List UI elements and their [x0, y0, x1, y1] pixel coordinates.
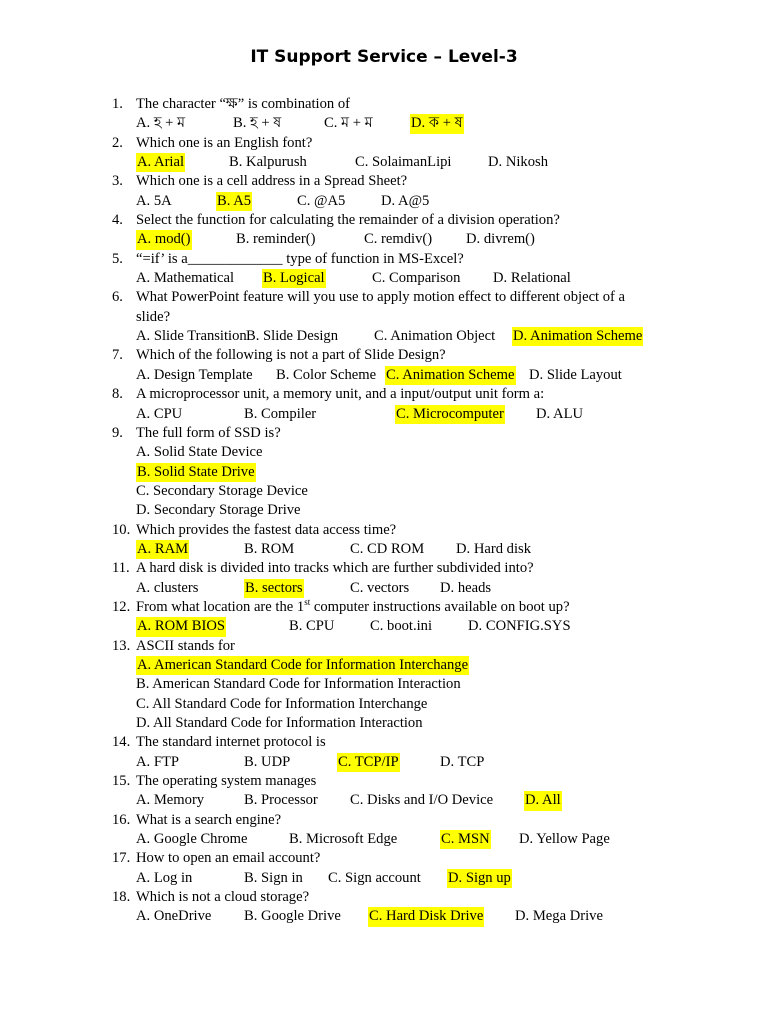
- question-line: [112, 288, 672, 307]
- answer-option: D. Hard disk: [456, 540, 531, 557]
- question-number: 11.: [112, 560, 130, 577]
- answer-option: C. Animation Object: [374, 328, 496, 345]
- question-line: [112, 95, 672, 114]
- question-text: What is a search engine?: [136, 811, 282, 828]
- answer-option-correct: A. Arial: [136, 153, 185, 172]
- question-number: 18.: [112, 889, 131, 906]
- question-text: A hard disk is divided into tracks which are further subdivided into?: [136, 560, 534, 577]
- options-row: [112, 617, 672, 636]
- answer-option: B. Processor: [244, 792, 318, 809]
- question-number: 9.: [112, 424, 123, 441]
- question-item: [112, 288, 672, 346]
- answer-option: D. divrem(): [466, 231, 535, 248]
- question-list: [112, 95, 672, 927]
- question-number: 8.: [112, 386, 123, 403]
- answer-option: D. ALU: [536, 405, 584, 422]
- question-text: Select the function for calculating the remainder of a division operation?: [136, 212, 560, 229]
- answer-option: C. Sign account: [328, 869, 421, 886]
- options-row: [112, 463, 672, 482]
- answer-option-correct: C. Microcomputer: [395, 405, 505, 424]
- question-line: [112, 888, 672, 907]
- answer-option: D. Yellow Page: [519, 831, 610, 848]
- question-text: Which one is an English font?: [136, 134, 313, 151]
- options-row: [112, 656, 672, 675]
- answer-option: C. Disks and I/O Device: [350, 792, 494, 809]
- question-number: 13.: [112, 637, 131, 654]
- answer-option: A. Memory: [136, 792, 205, 809]
- answer-option: B. হ + ষ: [233, 115, 282, 132]
- answer-option: B. CPU: [289, 618, 335, 635]
- question-item: [112, 521, 672, 560]
- answer-option: C. vectors: [350, 579, 410, 596]
- answer-option: C. CD ROM: [350, 540, 425, 557]
- options-row: [112, 192, 672, 211]
- question-text: [136, 598, 570, 617]
- question-text-part: computer instructions available on boot up?: [310, 598, 570, 615]
- answer-option: A. হ + ম: [136, 115, 186, 132]
- answer-option: B. Compiler: [244, 405, 317, 422]
- question-line-continued: [112, 308, 672, 327]
- answer-option: D. Relational: [493, 270, 571, 287]
- answer-option: C. remdiv(): [364, 231, 433, 248]
- question-line: [112, 424, 672, 443]
- question-number: 10.: [112, 521, 131, 538]
- question-number: 6.: [112, 289, 123, 306]
- answer-option-correct: B. A5: [216, 192, 252, 211]
- question-line: [112, 134, 672, 153]
- answer-option: D. Secondary Storage Drive: [136, 502, 301, 519]
- answer-option-correct: D. ক + ষ: [410, 114, 464, 133]
- question-number: 14.: [112, 734, 131, 751]
- answer-option: D. Mega Drive: [515, 908, 603, 925]
- question-text: The standard internet protocol is: [136, 734, 326, 751]
- question-line: [112, 559, 672, 578]
- answer-option: B. UDP: [244, 753, 291, 770]
- answer-option-correct: C. Animation Scheme: [385, 366, 516, 385]
- question-item: [112, 888, 672, 927]
- answer-option: A. Log in: [136, 869, 193, 886]
- question-number: 1.: [112, 96, 123, 112]
- answer-option: C. All Standard Code for Information Interchange: [136, 695, 428, 712]
- answer-option: B. Microsoft Edge: [289, 831, 398, 848]
- answer-option: B. ROM: [244, 540, 295, 557]
- answer-option: D. heads: [440, 579, 492, 596]
- options-row: [112, 153, 672, 172]
- answer-option: A. OneDrive: [136, 908, 212, 925]
- question-line: [112, 811, 672, 830]
- answer-option: B. reminder(): [236, 231, 316, 248]
- options-row: [112, 753, 672, 772]
- question-text: Which of the following is not a part of Slide Design?: [136, 347, 446, 364]
- question-item: [112, 772, 672, 811]
- answer-option-correct: A. mod(): [136, 230, 192, 249]
- question-text: The character “ক্ষ” is combination of: [136, 96, 351, 112]
- answer-option: C. ম + ম: [324, 115, 373, 132]
- question-number: 12.: [112, 598, 131, 615]
- question-item: [112, 385, 672, 424]
- options-row: [112, 714, 672, 733]
- question-item: [112, 733, 672, 772]
- options-row: [112, 405, 672, 424]
- options-row: [112, 907, 672, 926]
- answer-option-correct: B. Logical: [262, 269, 326, 288]
- question-item: [112, 849, 672, 888]
- answer-option-correct: A. ROM BIOS: [136, 617, 226, 636]
- answer-option: D. Nikosh: [488, 154, 548, 171]
- question-number: 3.: [112, 173, 123, 190]
- answer-option: A. Google Chrome: [136, 831, 248, 848]
- answer-option-correct: A. American Standard Code for Information Interchange: [136, 656, 469, 675]
- answer-option-correct: C. MSN: [440, 830, 491, 849]
- options-row: [112, 579, 672, 598]
- answer-option: B. Sign in: [244, 869, 303, 886]
- question-text: Which one is a cell address in a Spread Sheet?: [136, 173, 408, 190]
- options-row: [112, 695, 672, 714]
- options-row: [112, 230, 672, 249]
- question-item: [112, 172, 672, 211]
- options-row: [112, 443, 672, 462]
- question-number: 16.: [112, 811, 131, 828]
- answer-option: A. clusters: [136, 579, 199, 596]
- options-row: [112, 482, 672, 501]
- answer-option: D. Slide Layout: [529, 366, 622, 383]
- answer-option: D. A@5: [381, 192, 430, 209]
- answer-option: A. Solid State Device: [136, 444, 263, 461]
- question-text: The full form of SSD is?: [136, 424, 281, 441]
- options-row: [112, 269, 672, 288]
- question-item: [112, 134, 672, 173]
- question-text: Which provides the fastest data access time?: [136, 521, 397, 538]
- answer-option: A. FTP: [136, 753, 179, 770]
- question-item: [112, 424, 672, 521]
- options-row: [112, 791, 672, 810]
- question-line: [112, 598, 672, 617]
- answer-option-correct: B. sectors: [244, 579, 304, 598]
- answer-option: A. Mathematical: [136, 270, 235, 287]
- answer-option: A. Slide Transition: [136, 328, 247, 345]
- answer-option: A. CPU: [136, 405, 183, 422]
- answer-option-correct: C. TCP/IP: [337, 753, 400, 772]
- question-item: [112, 811, 672, 850]
- ordinal-suffix: st: [304, 597, 311, 608]
- question-item: [112, 211, 672, 250]
- question-line: [112, 346, 672, 365]
- question-text: A microprocessor unit, a memory unit, and a input/output unit form a:: [136, 386, 545, 403]
- question-text-part: From what location are the 1: [136, 598, 305, 615]
- options-row: [112, 366, 672, 385]
- question-text: Which is not a cloud storage?: [136, 889, 310, 906]
- answer-option-correct: B. Solid State Drive: [136, 463, 256, 482]
- question-text: slide?: [136, 308, 171, 325]
- question-text: What PowerPoint feature will you use to apply motion effect to different object of a: [136, 289, 626, 306]
- answer-option: B. Color Scheme: [276, 366, 377, 383]
- answer-option: D. All Standard Code for Information Interaction: [136, 715, 423, 731]
- answer-option-correct: D. All: [524, 791, 562, 810]
- answer-option: D. TCP: [440, 753, 485, 770]
- options-row: [112, 540, 672, 559]
- answer-option-correct: D. Sign up: [447, 869, 512, 888]
- answer-option-correct: A. RAM: [136, 540, 189, 559]
- options-row: [112, 830, 672, 849]
- answer-option: B. Slide Design: [246, 328, 339, 345]
- question-item: [112, 346, 672, 385]
- answer-option: C. SolaimanLipi: [355, 154, 452, 171]
- answer-option: B. Google Drive: [244, 908, 341, 925]
- answer-option: B. American Standard Code for Information Interaction: [136, 676, 461, 693]
- options-row: [112, 869, 672, 888]
- question-number: 4.: [112, 212, 123, 229]
- answer-option: B. Kalpurush: [229, 154, 307, 171]
- question-number: 5.: [112, 250, 123, 267]
- question-line: [112, 637, 672, 656]
- question-line: [112, 733, 672, 752]
- answer-option: D. CONFIG.SYS: [468, 618, 571, 635]
- question-line: [112, 772, 672, 791]
- question-number: 2.: [112, 134, 123, 151]
- question-line: [112, 211, 672, 230]
- page-title: IT Support Service – Level-3: [250, 47, 518, 67]
- answer-option: C. @A5: [297, 192, 346, 209]
- question-line: [112, 250, 672, 269]
- answer-option: A. Design Template: [136, 366, 253, 383]
- question-text: The operating system manages: [136, 773, 317, 790]
- answer-option-correct: C. Hard Disk Drive: [368, 907, 484, 926]
- answer-option: C. boot.ini: [370, 618, 433, 635]
- question-number: 15.: [112, 773, 131, 790]
- options-row: [112, 501, 672, 520]
- answer-option: C. Secondary Storage Device: [136, 482, 308, 499]
- question-text: ASCII stands for: [136, 637, 235, 654]
- question-line: [112, 521, 672, 540]
- question-item: [112, 637, 672, 734]
- options-row: [112, 327, 672, 346]
- question-item: [112, 559, 672, 598]
- options-row: [112, 675, 672, 694]
- question-text: “=if’ is a_____________ type of function in MS-Excel?: [136, 250, 464, 267]
- question-text: How to open an email account?: [136, 850, 321, 867]
- question-line: [112, 385, 672, 404]
- question-number: 17.: [112, 850, 131, 867]
- answer-option: C. Comparison: [372, 270, 461, 287]
- question-item: [112, 95, 672, 134]
- answer-option: A. 5A: [136, 192, 172, 209]
- question-line: [112, 172, 672, 191]
- answer-option-correct: D. Animation Scheme: [512, 327, 643, 346]
- question-item: [112, 598, 672, 637]
- question-item: [112, 250, 672, 289]
- question-number: 7.: [112, 347, 123, 364]
- options-row: [112, 114, 672, 133]
- question-line: [112, 849, 672, 868]
